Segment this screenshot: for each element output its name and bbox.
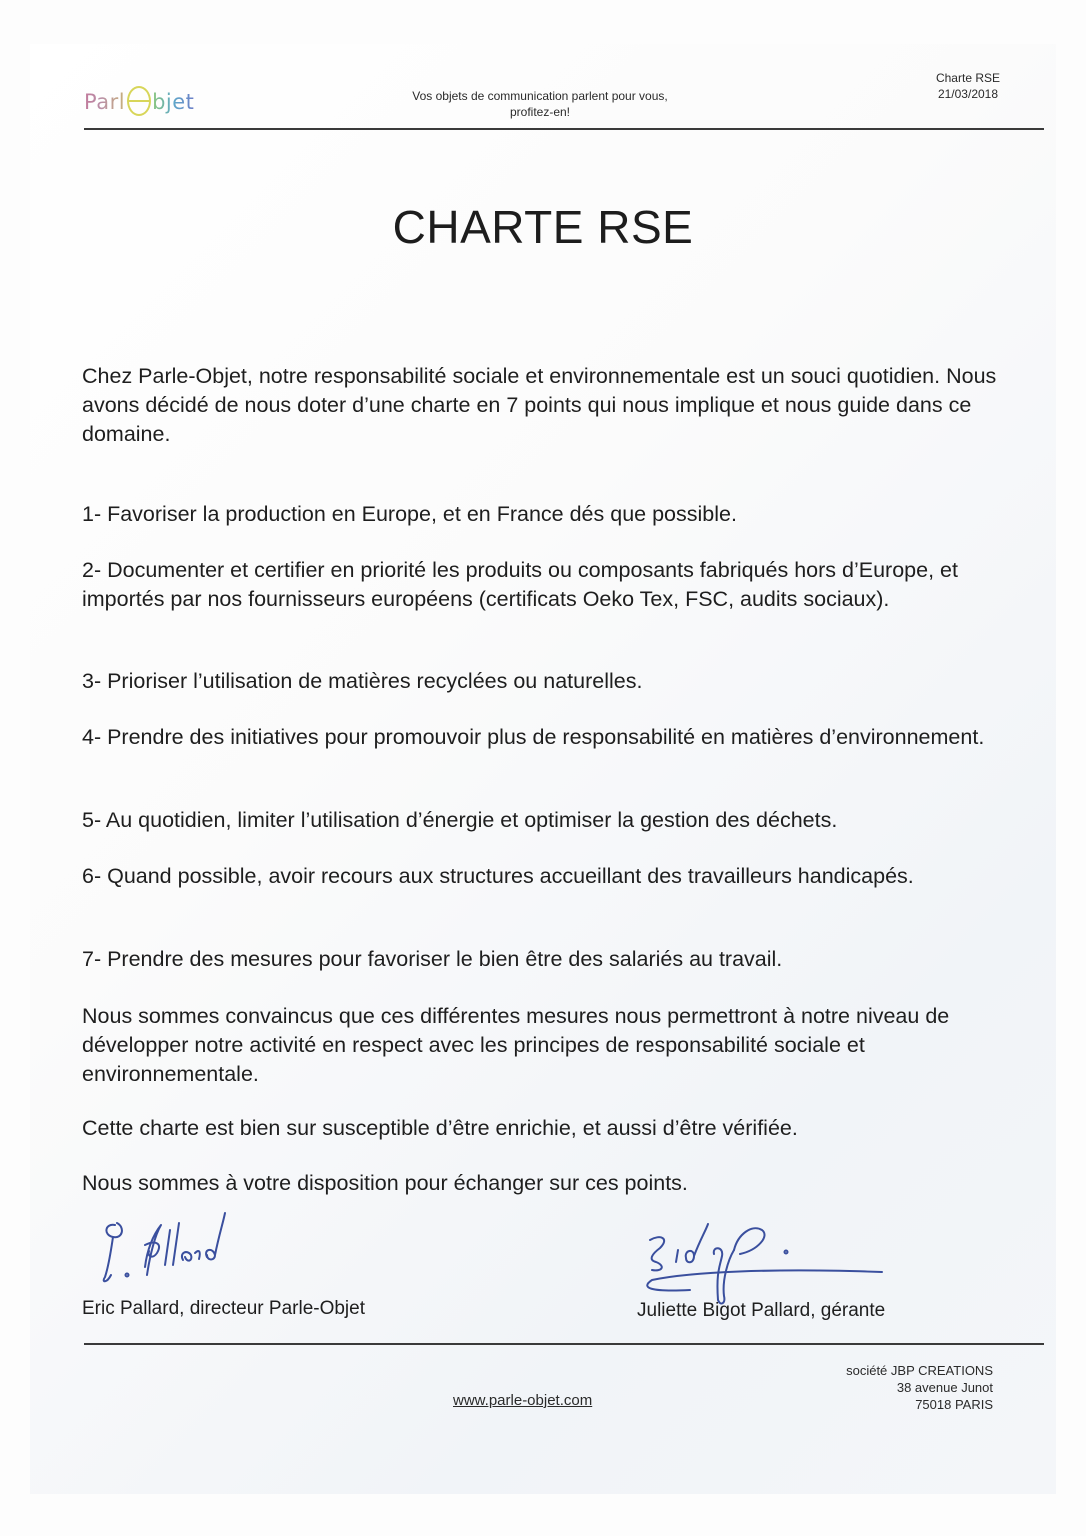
company-city: 75018 PARIS <box>915 1397 993 1412</box>
charter-point-6: 6- Quand possible, avoir recours aux structures accueillant des travailleurs handicapés. <box>82 864 914 888</box>
signatory-left-name: Eric Pallard, directeur Parle-Objet <box>82 1298 365 1319</box>
header-tagline <box>360 88 720 120</box>
company-street: 38 avenue Junot <box>896 1380 993 1395</box>
conclusion-paragraph: Nous sommes convaincus que ces différentes mesures nous permettront à notre niveau de développer notre activité en respect avec les principes de responsabilité sociale et environnementale. <box>82 1004 950 1086</box>
company-address <box>846 1362 993 1413</box>
header-doc-info <box>936 70 1000 102</box>
doc-name: Charte RSE <box>935 71 1000 85</box>
intro-paragraph: Chez Parle-Objet, notre responsabilité sociale et environnementale est un souci quotidien. Nous avons décidé de nous doter d’une charte en 7 points qui nous implique et nous guide dans ce domaine. <box>82 364 997 446</box>
website-link[interactable]: www.parle-objet.com <box>453 1392 593 1409</box>
parle-objet-logo <box>84 82 194 114</box>
page-title: CHARTE RSE <box>392 201 694 253</box>
doc-date: 21/03/2018 <box>937 87 999 101</box>
signature-eric-pallard <box>95 1205 245 1290</box>
footer-divider <box>84 1343 1044 1345</box>
header-divider <box>84 128 1044 130</box>
charter-point-2: 2- Documenter et certifier en priorité les produits ou composants fabriqués hors d’Europe, et importés par nos fournisseurs européens (certificats Oeko Tex, FSC, audits sociaux). <box>82 558 958 611</box>
signatory-right-name: Juliette Bigot Pallard, gérante <box>637 1300 886 1321</box>
company-name: société JBP CREATIONS <box>846 1363 993 1378</box>
logo-text-part2: bjet <box>152 90 195 114</box>
charter-point-4: 4- Prendre des initiatives pour promouvoir plus de responsabilité en matières d’environnement. <box>82 725 985 749</box>
tagline-line1: Vos objets de communication parlent pour vous, <box>412 89 668 103</box>
availability-note: Nous sommes à votre disposition pour échanger sur ces points. <box>82 1171 688 1195</box>
charter-point-3: 3- Prioriser l’utilisation de matières recyclées ou naturelles. <box>82 669 643 693</box>
charter-review-note: Cette charte est bien sur susceptible d’être enrichie, et aussi d’être vérifiée. <box>82 1116 798 1140</box>
logo-ring-icon <box>127 86 151 116</box>
logo-text-part1: Parl <box>84 90 126 114</box>
tagline-line2: profitez-en! <box>509 105 571 119</box>
charter-point-1: 1- Favoriser la production en Europe, et en France dés que possible. <box>82 502 737 526</box>
charter-point-7: 7- Prendre des mesures pour favoriser le bien être des salariés au travail. <box>82 947 783 971</box>
charter-point-5: 5- Au quotidien, limiter l’utilisation d’énergie et optimiser la gestion des déchets. <box>82 808 838 832</box>
